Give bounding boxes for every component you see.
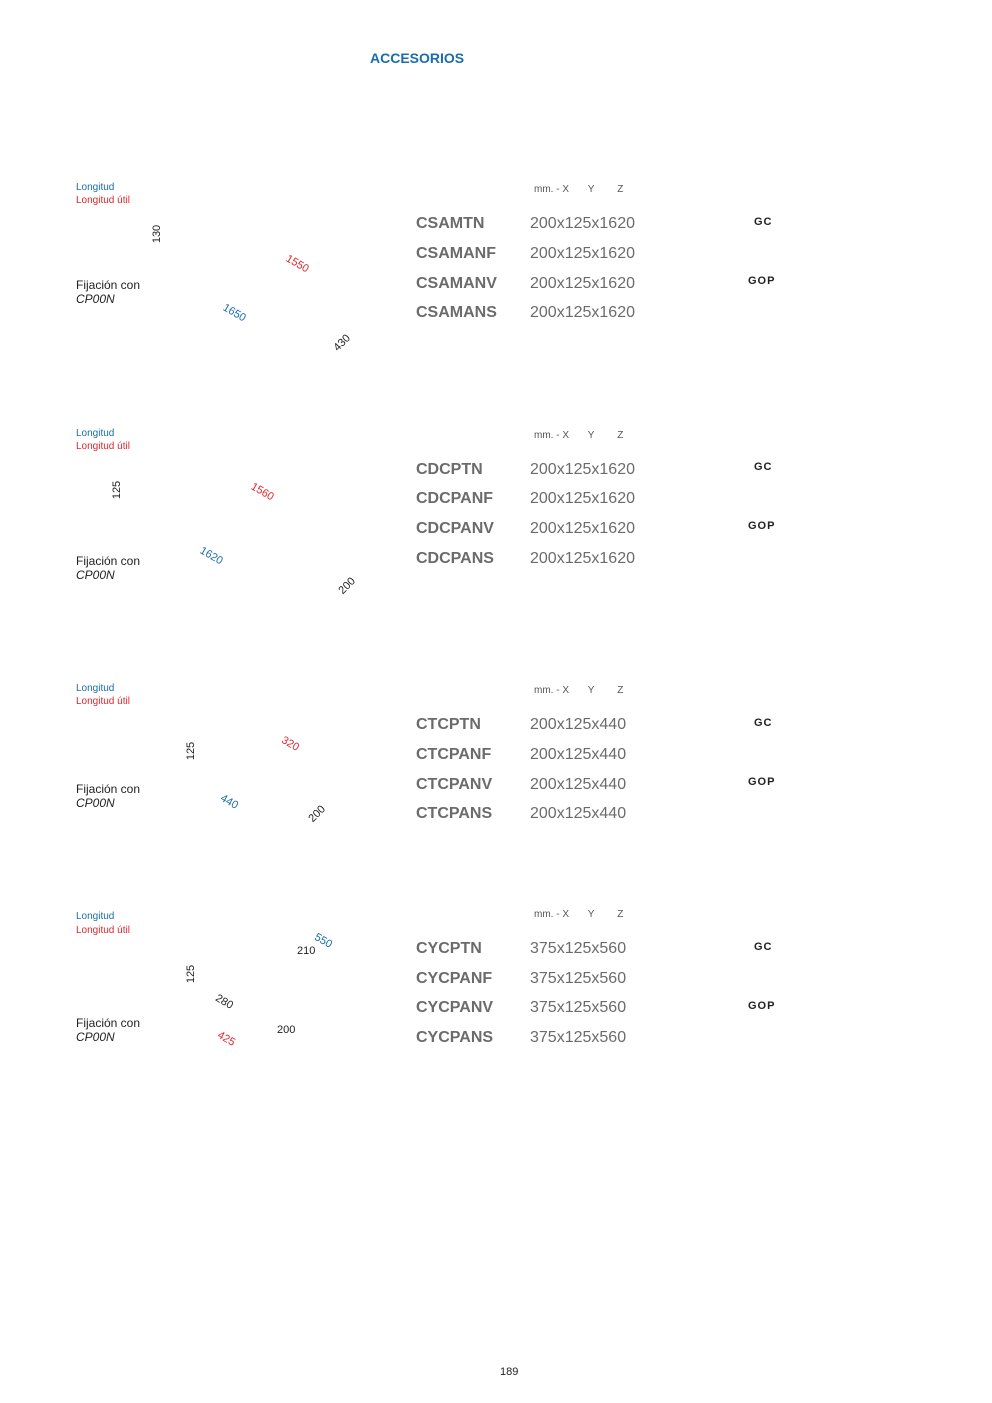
legend-useful-length: Longitud útil [76, 195, 130, 206]
dim-useful-length: 1560 [248, 480, 276, 504]
axis-header [534, 685, 623, 696]
product-code: CYCPANF [416, 970, 493, 987]
finish-gop: GOP [748, 275, 776, 287]
fixing-code: CP00N [76, 292, 115, 306]
legend-useful-length: Longitud útil [76, 441, 130, 452]
product-size: 375x125x560 [530, 940, 627, 957]
finish-gop: GOP [748, 1000, 776, 1012]
axis-z: Z [617, 184, 624, 195]
product-size: 200x125x440 [530, 716, 627, 733]
product-code: CTCPTN [416, 716, 481, 733]
dim-length: 440 [218, 792, 241, 812]
product-size: 375x125x560 [530, 999, 627, 1016]
legend-useful-length: Longitud útil [76, 925, 130, 936]
fixing-code: CP00N [76, 1030, 115, 1044]
fixing-code: CP00N [76, 796, 115, 810]
product-code: CYCPTN [416, 940, 482, 957]
dim-depth: 200 [336, 575, 358, 597]
product-size: 200x125x1620 [530, 304, 635, 321]
axis-unit-x: mm. - X [534, 430, 569, 441]
product-size: 375x125x560 [530, 1029, 627, 1046]
dim-height: 125 [185, 741, 198, 761]
fixing-label: Fijación con [76, 278, 141, 292]
axis-z: Z [617, 909, 624, 920]
product-code: CDCPANV [416, 520, 494, 537]
product-size: 200x125x1620 [530, 550, 635, 567]
axis-header [534, 184, 623, 195]
product-code: CSAMANF [416, 245, 496, 262]
finish-gc: GC [754, 461, 773, 473]
dim-length: 550 [312, 931, 335, 951]
dim-height: 130 [151, 224, 164, 244]
dim-length: 1620 [197, 544, 225, 568]
finish-gop: GOP [748, 776, 776, 788]
product-code: CDCPTN [416, 461, 483, 478]
dim-depth: 200 [306, 803, 328, 825]
dim-height: 125 [185, 964, 198, 984]
axis-unit-x: mm. - X [534, 184, 569, 195]
product-code: CSAMTN [416, 215, 485, 232]
product-size: 200x125x1620 [530, 245, 635, 262]
product-code: CTCPANS [416, 805, 493, 822]
axis-y: Y [587, 909, 595, 920]
product-code: CDCPANS [416, 550, 494, 567]
axis-header [534, 909, 623, 920]
fixing-label: Fijación con [76, 1016, 141, 1030]
axis-y: Y [587, 685, 595, 696]
legend-length: Longitud [76, 428, 115, 439]
fixing-code: CP00N [76, 568, 115, 582]
dim-top-width: 210 [297, 945, 316, 957]
product-size: 375x125x560 [530, 970, 627, 987]
product-code: CTCPANF [416, 746, 492, 763]
legend-useful-length: Longitud útil [76, 696, 130, 707]
legend-length: Longitud [76, 683, 115, 694]
legend-length: Longitud [76, 182, 115, 193]
finish-gc: GC [754, 717, 773, 729]
dim-length: 1650 [220, 301, 248, 325]
fixing-label: Fijación con [76, 554, 141, 568]
page-title: ACCESORIOS [370, 50, 465, 66]
legend-length: Longitud [76, 911, 115, 922]
product-size: 200x125x440 [530, 776, 627, 793]
product-code: CYCPANV [416, 999, 494, 1016]
axis-z: Z [617, 685, 624, 696]
finish-gc: GC [754, 941, 773, 953]
dim-base: 200 [277, 1024, 296, 1036]
product-size: 200x125x1620 [530, 275, 635, 292]
product-code: CYCPANS [416, 1029, 494, 1046]
finish-gop: GOP [748, 520, 776, 532]
dim-useful-length: 425 [215, 1029, 238, 1049]
product-size: 200x125x1620 [530, 461, 635, 478]
product-size: 200x125x1620 [530, 520, 635, 537]
axis-y: Y [587, 184, 595, 195]
product-code: CTCPANV [416, 776, 493, 793]
axis-y: Y [587, 430, 595, 441]
product-size: 200x125x440 [530, 805, 627, 822]
product-size: 200x125x1620 [530, 215, 635, 232]
finish-gc: GC [754, 216, 773, 228]
dim-height: 125 [111, 480, 124, 500]
fixing-label: Fijación con [76, 782, 141, 796]
product-code: CSAMANS [416, 304, 497, 321]
product-size: 200x125x440 [530, 746, 627, 763]
dim-useful-length: 320 [279, 734, 302, 754]
product-code: CDCPANF [416, 490, 494, 507]
dim-side: 280 [213, 992, 236, 1012]
axis-unit-x: mm. - X [534, 685, 569, 696]
product-code: CSAMANV [416, 275, 497, 292]
axis-z: Z [617, 430, 624, 441]
axis-header [534, 430, 623, 441]
page-number: 189 [500, 1366, 519, 1378]
product-size: 200x125x1620 [530, 490, 635, 507]
axis-unit-x: mm. - X [534, 909, 569, 920]
dim-useful-length: 1550 [283, 252, 311, 276]
dim-depth: 430 [331, 332, 353, 354]
